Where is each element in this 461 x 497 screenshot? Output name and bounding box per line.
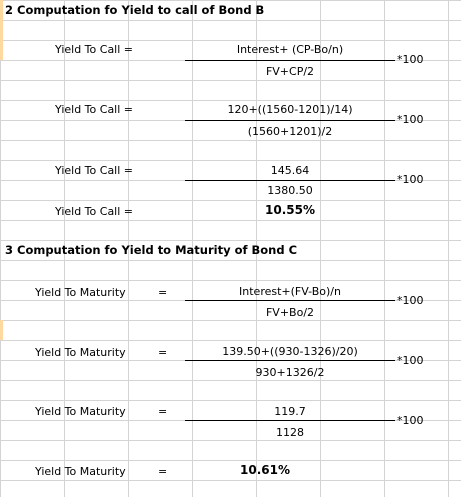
ytm-result-value: 10.61%: [240, 463, 290, 477]
fraction-bar: [185, 120, 395, 121]
ytc-numerator-1: Interest+ (CP-Bo/n): [236, 43, 344, 56]
ytm-equals-2: =: [158, 346, 168, 359]
ytc-denominator-2: (1560+1201)/2: [247, 125, 333, 138]
ytm-numerator-1: Interest+(FV-Bo)/n: [239, 285, 341, 298]
ytc-numerator-2: 120+((1560-1201)/14): [227, 103, 353, 116]
fraction-bar: [185, 300, 395, 301]
ytm-label-3: Yield To Maturity: [35, 405, 126, 418]
ytc-result-value: 10.55%: [265, 203, 315, 217]
selection-edge: [0, 320, 3, 340]
ytm-numerator-2: 139.50+((930-1326)/20): [222, 345, 358, 358]
ytc-result-label: Yield To Call =: [55, 205, 134, 218]
fraction-bar: [185, 420, 395, 421]
ytm-numerator-3: 119.7: [274, 405, 306, 418]
ytc-multiplier-3: *100: [397, 173, 424, 186]
ytc-denominator-3: 1380.50: [267, 184, 313, 197]
section-c-heading: 3 Computation fo Yield to Maturity of Bond C: [5, 243, 298, 257]
ytc-numerator-3: 145.64: [270, 164, 310, 177]
ytm-equals-3: =: [158, 405, 168, 418]
ytm-label-2: Yield To Maturity: [35, 346, 126, 359]
ytm-result-label: Yield To Maturity: [35, 465, 126, 478]
ytc-denominator-1: FV+CP/2: [265, 65, 315, 78]
ytm-denominator-2: 930+1326/2: [255, 366, 325, 379]
ytm-label-1: Yield To Maturity: [35, 286, 126, 299]
ytm-result-equals: =: [158, 465, 168, 478]
fraction-bar: [185, 180, 395, 181]
ytc-multiplier-1: *100: [397, 53, 424, 66]
ytc-label-2: Yield To Call =: [55, 103, 134, 116]
ytm-multiplier-2: *100: [397, 354, 424, 367]
ytm-multiplier-3: *100: [397, 414, 424, 427]
ytc-label-3: Yield To Call =: [55, 164, 134, 177]
ytm-equals-1: =: [158, 286, 168, 299]
selection-edge: [0, 0, 3, 60]
fraction-bar: [185, 60, 395, 61]
ytm-multiplier-1: *100: [397, 294, 424, 307]
fraction-bar: [185, 360, 395, 361]
ytc-multiplier-2: *100: [397, 113, 424, 126]
ytm-denominator-1: FV+Bo/2: [265, 306, 315, 319]
ytm-denominator-3: 1128: [276, 426, 304, 439]
ytc-label-1: Yield To Call =: [55, 43, 134, 56]
section-b-heading: 2 Computation fo Yield to call of Bond B: [5, 3, 265, 17]
